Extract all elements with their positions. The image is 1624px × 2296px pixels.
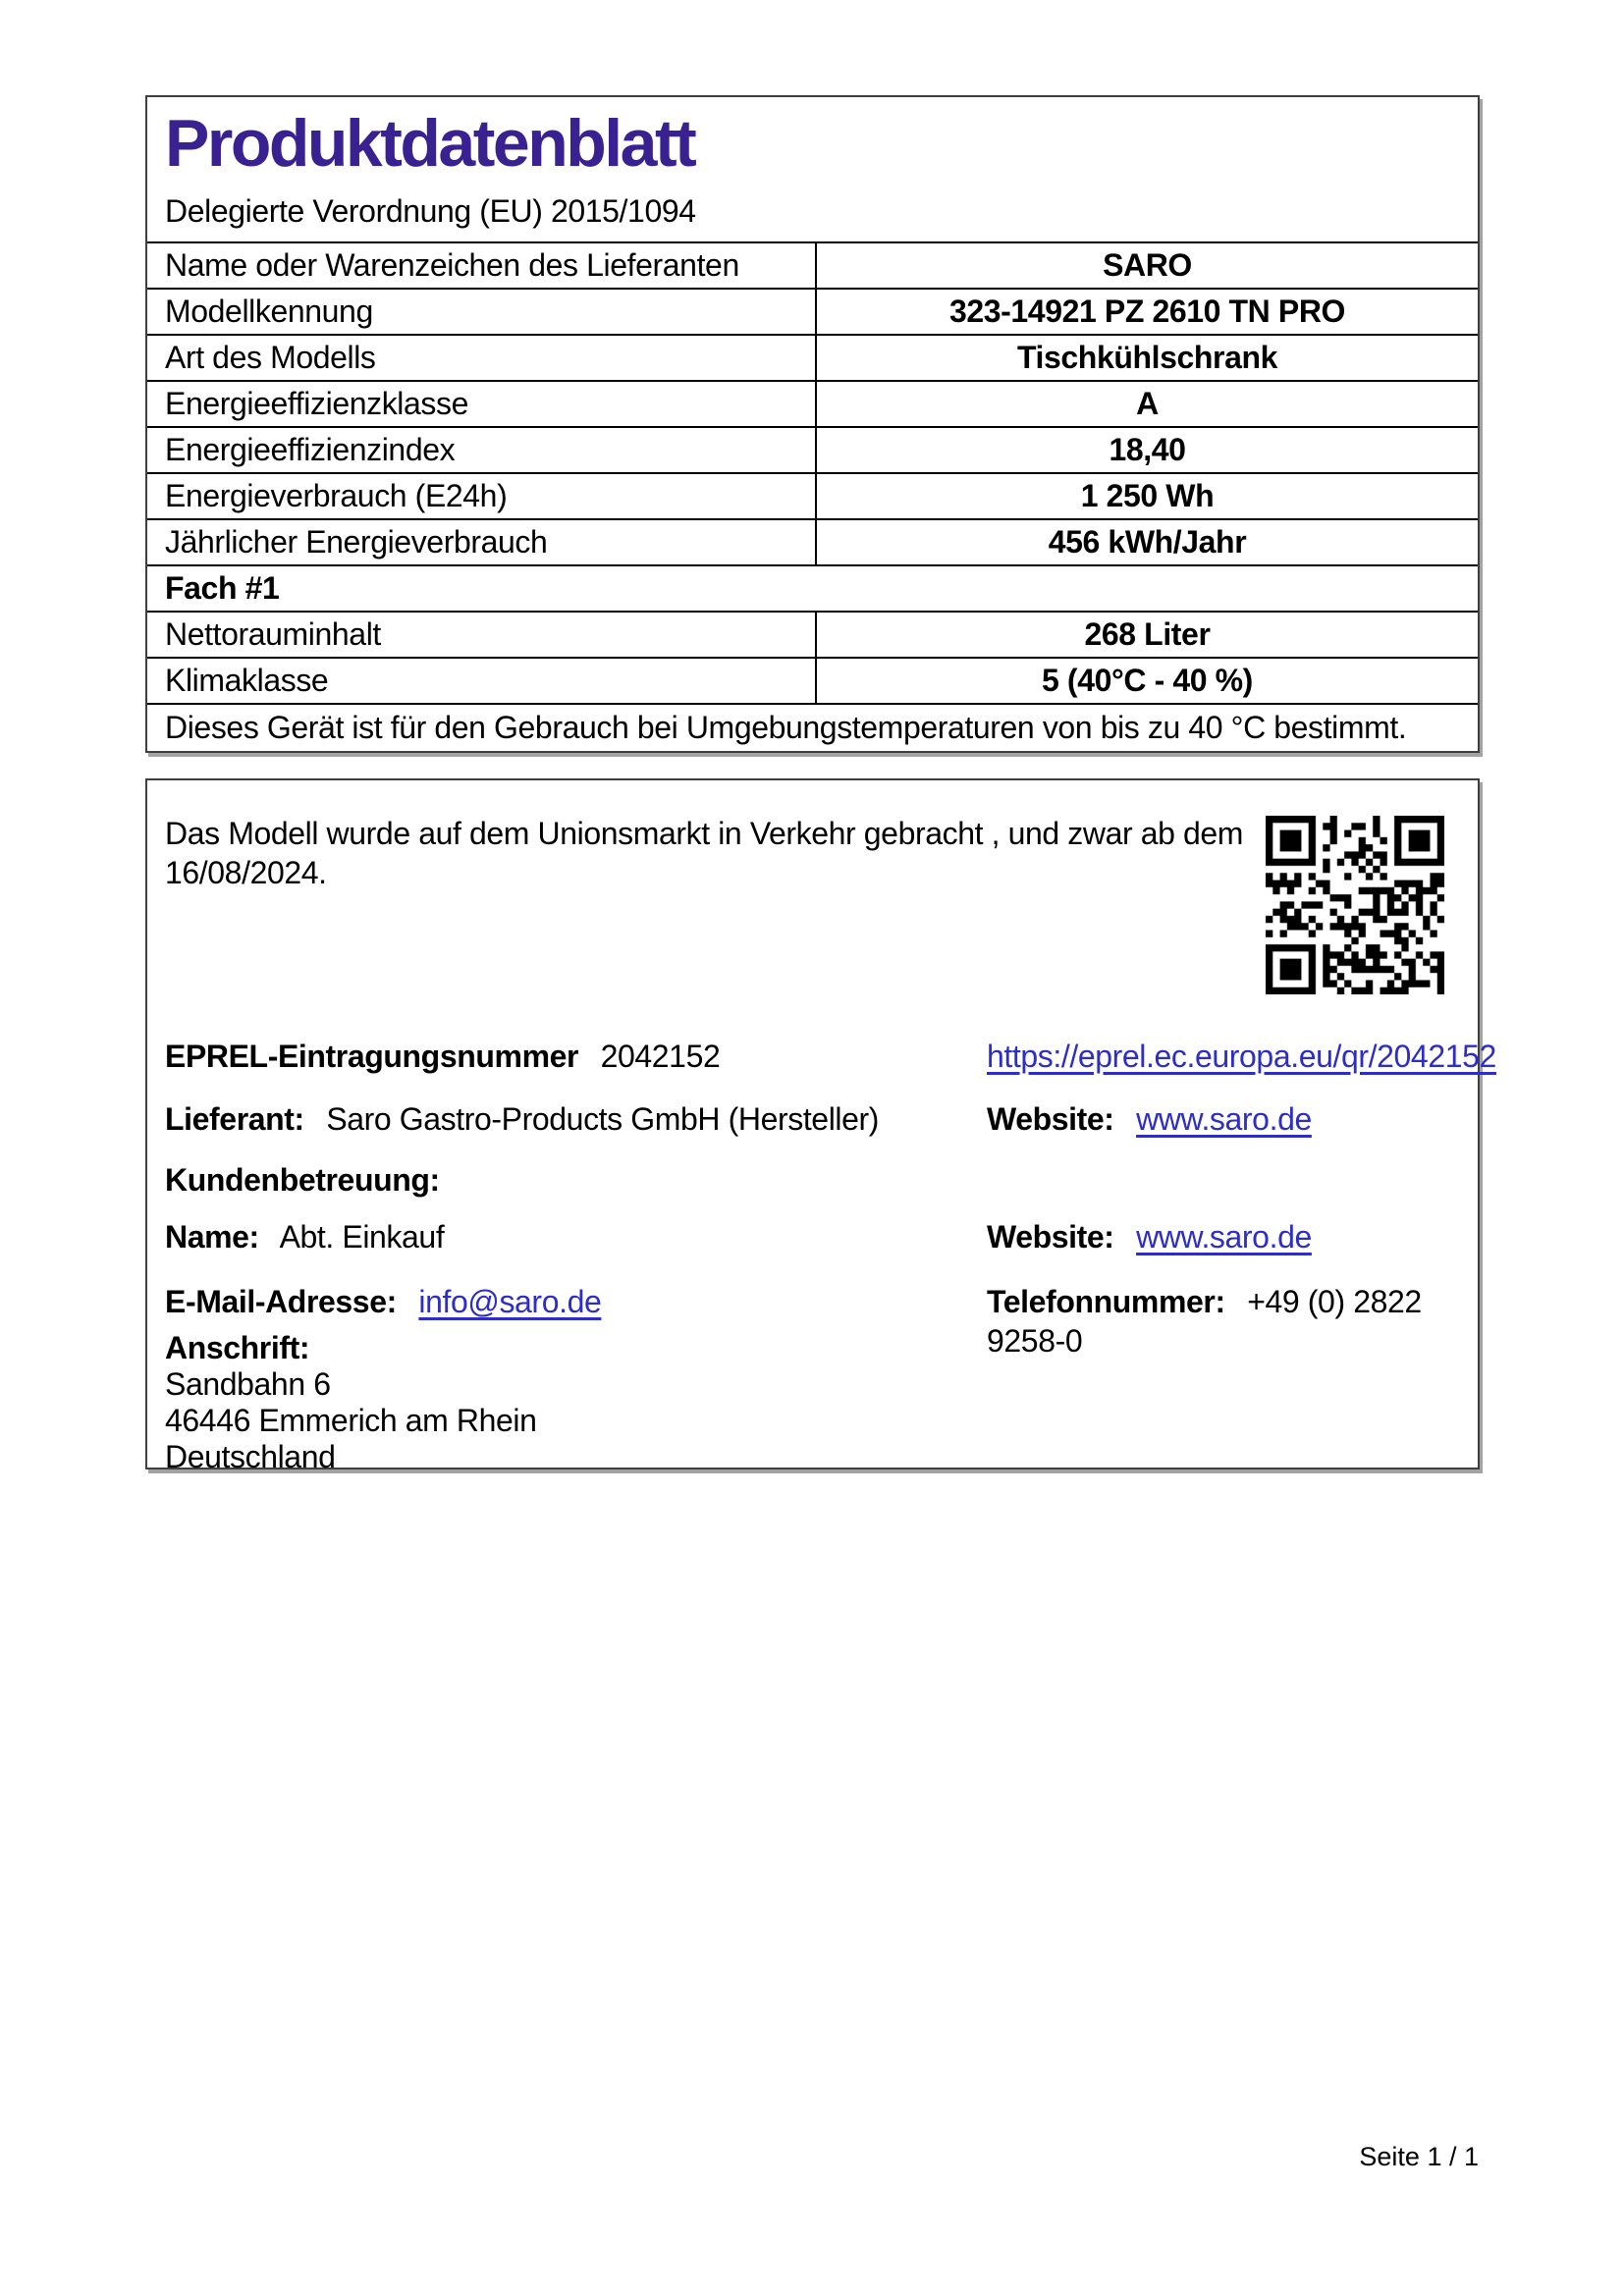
address-city: 46446 Emmerich am Rhein	[165, 1403, 537, 1438]
eprel-label: EPREL-Eintragungsnummer	[165, 1039, 579, 1074]
row-value: 456 kWh/Jahr	[815, 520, 1478, 564]
page-number: Seite 1 / 1	[1359, 2142, 1479, 2171]
row-label: Energieverbrauch (E24h)	[165, 478, 508, 513]
address-street: Sandbahn 6	[165, 1366, 331, 1402]
table-row	[147, 520, 1478, 566]
row-value: 1 250 Wh	[815, 474, 1478, 518]
table-row	[147, 382, 1478, 428]
product-datasheet-table	[145, 95, 1480, 753]
row-label: Modellkennung	[165, 294, 373, 329]
row-value: A	[815, 382, 1478, 426]
supplier-row	[165, 1099, 1460, 1139]
address-block	[165, 1330, 1460, 1475]
eprel-url-link[interactable]: https://eprel.ec.europa.eu/qr/2042152	[987, 1039, 1496, 1074]
table-row	[147, 659, 1478, 705]
table-row	[147, 474, 1478, 520]
row-value: 5 (40°C - 40 %)	[815, 659, 1478, 703]
note-text: Dieses Gerät ist für den Gebrauch bei Umgebungstemperaturen von bis zu 40 °C bestimmt.	[165, 710, 1407, 745]
row-label: Klimaklasse	[165, 663, 329, 698]
page-title: Produktdatenblatt	[165, 106, 695, 181]
table-row	[147, 613, 1478, 659]
address-label: Anschrift:	[165, 1330, 310, 1365]
row-value: 268 Liter	[815, 613, 1478, 657]
qr-code	[1266, 816, 1444, 994]
datasheet-header	[147, 97, 1478, 243]
contact-name-label: Name:	[165, 1219, 259, 1255]
regulation-subtitle: Delegierte Verordnung (EU) 2015/1094	[165, 193, 696, 229]
row-label: Art des Modells	[165, 340, 376, 375]
website-link[interactable]: www.saro.de	[1136, 1219, 1312, 1255]
row-value: 323-14921 PZ 2610 TN PRO	[815, 290, 1478, 334]
phone-number: +49 (0) 2822 9258-0	[987, 1284, 1422, 1359]
contact-name-value: Abt. Einkauf	[279, 1219, 445, 1255]
contact-name-row	[165, 1217, 1460, 1256]
row-label: Energieeffizienzindex	[165, 432, 456, 467]
address-country: Deutschland	[165, 1439, 336, 1474]
table-note-row	[147, 705, 1478, 751]
table-row	[147, 428, 1478, 474]
section-label: Fach #1	[165, 570, 280, 606]
email-label: E-Mail-Adresse:	[165, 1284, 397, 1319]
table-row	[147, 336, 1478, 382]
row-label: Jährlicher Energieverbrauch	[165, 524, 548, 560]
email-link[interactable]: info@saro.de	[418, 1284, 602, 1319]
customer-service-label: Kundenbetreuung:	[165, 1162, 440, 1198]
row-label: Energieeffizienzklasse	[165, 386, 469, 421]
market-placement-text: Das Modell wurde auf dem Unionsmarkt in Verkehr gebracht , und zwar ab dem 16/08/2024.	[165, 816, 1244, 890]
row-label: Name oder Warenzeichen des Lieferanten	[165, 247, 739, 283]
website-label: Website:	[987, 1219, 1114, 1255]
website-link[interactable]: www.saro.de	[1136, 1101, 1312, 1137]
customer-service-row	[165, 1160, 1460, 1200]
row-value: Tischkühlschrank	[815, 336, 1478, 380]
table-row	[147, 290, 1478, 336]
supplier-name: Saro Gastro-Products GmbH (Hersteller)	[326, 1101, 880, 1137]
table-section-row	[147, 566, 1478, 613]
table-row	[147, 243, 1478, 290]
row-value: SARO	[815, 243, 1478, 288]
phone-label: Telefonnummer:	[987, 1284, 1225, 1319]
row-value: 18,40	[815, 428, 1478, 472]
row-label: Nettorauminhalt	[165, 616, 381, 652]
website-label: Website:	[987, 1101, 1114, 1137]
supplier-info-panel	[145, 778, 1496, 1474]
eprel-number: 2042152	[600, 1039, 721, 1074]
eprel-row	[165, 1037, 1496, 1076]
supplier-label: Lieferant:	[165, 1101, 304, 1137]
